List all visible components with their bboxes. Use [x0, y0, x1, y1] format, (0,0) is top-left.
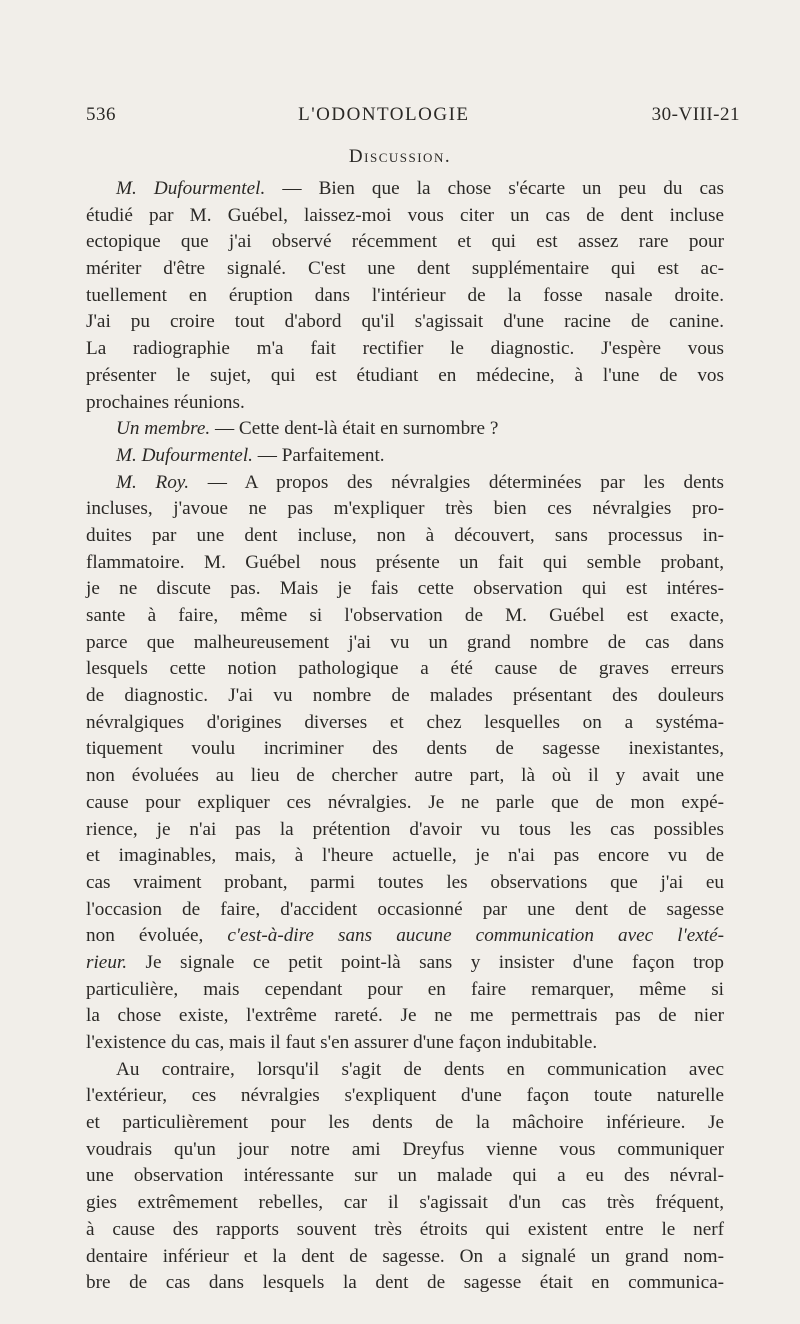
- line-text: lesquels cette notion pathologique a été cause de graves erreurs: [86, 658, 724, 680]
- italic-text: rieur.: [86, 951, 128, 973]
- line-text: étudié par M. Guébel, laissez-moi vous citer un cas de dent incluse: [86, 204, 724, 226]
- text-line: [86, 603, 724, 630]
- line-text: — Bien que la chose s'écarte un peu du cas: [265, 178, 724, 199]
- text-line: [86, 817, 724, 844]
- text-line: [86, 1030, 724, 1057]
- line-text: je ne discute pas. Mais je fais cette observation qui est intéres-: [86, 578, 724, 600]
- line-text: l'occasion de faire, d'accident occasionné par une dent de sagesse: [86, 898, 724, 920]
- line-text: tuellement en éruption dans l'intérieur de la fosse nasale droite.: [86, 284, 724, 306]
- text-line: [86, 1003, 724, 1030]
- speaker-name: M. Dufourmentel.: [116, 444, 253, 466]
- line-text: présenter le sujet, qui est étudiant en médecine, à l'une de vos: [86, 364, 724, 386]
- text-line: [86, 630, 724, 657]
- line-text: incluses, j'avoue ne pas m'expliquer très bien ces névralgies pro-: [86, 498, 724, 520]
- text-line: [86, 336, 724, 363]
- line-text: mériter d'être signalé. C'est une dent supplémentaire qui est ac-: [86, 258, 724, 280]
- line-text: flammatoire. M. Guébel nous présente un fait qui semble probant,: [86, 551, 724, 573]
- text-line: [86, 229, 724, 256]
- text-line: [86, 283, 724, 310]
- text-line: [86, 897, 724, 924]
- text-line: [86, 203, 724, 230]
- text-line: [86, 390, 724, 417]
- line-text: non évoluées au lieu de chercher autre part, là où il y avait une: [86, 765, 724, 787]
- section-title: Discussion.: [348, 146, 452, 167]
- line-text: — A propos des névralgies déterminées par les dents: [189, 471, 724, 493]
- line-text: une observation intéressante sur un malade qui a eu des névral-: [86, 1165, 724, 1187]
- line-text: — Cette dent-là était en surnombre ?: [210, 418, 499, 440]
- line-text: de diagnostic. J'ai vu nombre de malades présentant des douleurs: [86, 685, 724, 707]
- line-text: ectopique que j'ai observé récemment et qui est assez rare pour: [86, 231, 724, 253]
- text-line: [86, 950, 724, 977]
- running-header: [86, 104, 740, 126]
- line-text: J'ai pu croire tout d'abord qu'il s'agissait d'une racine de canine.: [86, 311, 724, 333]
- line-text: la chose existe, l'extrême rareté. Je ne me permettrais pas de nier: [86, 1005, 724, 1027]
- speaker-name: Un membre.: [116, 418, 211, 440]
- text-line: [86, 683, 724, 710]
- text-line: [86, 256, 724, 283]
- text-line: [86, 1137, 724, 1164]
- journal-title: L'ODONTOLOGIE: [298, 104, 470, 125]
- line-text: La radiographie m'a fait rectifier le diagnostic. J'espère vous: [86, 338, 724, 360]
- text-line: [86, 923, 724, 950]
- speaker-name: M. Dufourmentel.: [116, 178, 266, 199]
- text-line: [86, 1217, 724, 1244]
- text-line: [86, 470, 724, 497]
- paragraph: [86, 470, 724, 1057]
- line-text: Au contraire, lorsqu'il s'agit de dents en communication avec: [116, 1058, 724, 1080]
- line-text: cas vraiment probant, parmi toutes les observations que j'ai eu: [86, 871, 724, 893]
- text-line: [86, 550, 724, 577]
- italic-text: c'est-à-dire sans aucune communication avec l'exté-: [227, 925, 724, 947]
- text-line: [86, 736, 724, 763]
- text-line: [86, 523, 724, 550]
- issue-date: 30-VIII-21: [651, 104, 740, 125]
- line-text: Je signale ce petit point-là sans y insister d'une façon trop: [127, 951, 724, 973]
- text-line: [86, 363, 724, 390]
- line-text: non évoluée,: [86, 925, 228, 947]
- line-text: prochaines réunions.: [86, 391, 245, 413]
- text-line: [86, 416, 724, 443]
- line-text: et particulièrement pour les dents de la mâchoire inférieure. Je: [86, 1112, 724, 1134]
- line-text: dentaire inférieur et la dent de sagesse. On a signalé un grand nom-: [86, 1245, 724, 1267]
- text-line: [86, 656, 724, 683]
- paragraph: [86, 416, 724, 443]
- text-line: [86, 870, 724, 897]
- text-line: [86, 176, 724, 203]
- line-text: névralgiques d'origines diverses et chez lesquelles on a systéma-: [86, 711, 724, 733]
- line-text: duites par une dent incluse, non à découvert, sans processus in-: [86, 524, 724, 546]
- line-text: l'extérieur, ces névralgies s'expliquent d'une façon toute naturelle: [86, 1085, 724, 1107]
- text-line: [86, 496, 724, 523]
- speaker-name: M. Roy.: [116, 471, 190, 493]
- text-line: [86, 443, 724, 470]
- text-line: [86, 576, 724, 603]
- paragraph: [86, 176, 724, 416]
- line-text: rience, je n'ai pas la prétention d'avoir vu tous les cas possibles: [86, 818, 724, 840]
- text-line: [86, 309, 724, 336]
- text-line: [86, 1270, 724, 1297]
- line-text: — Parfaitement.: [252, 444, 385, 466]
- text-line: [86, 710, 724, 737]
- paragraph: [86, 1057, 724, 1297]
- line-text: particulière, mais cependant pour en faire remarquer, même si: [86, 978, 724, 1000]
- text-line: [86, 1110, 724, 1137]
- text-line: [86, 1057, 724, 1084]
- line-text: voudrais qu'un jour notre ami Dreyfus vienne vous communiquer: [86, 1138, 724, 1160]
- page-number: 536: [86, 104, 116, 125]
- line-text: l'existence du cas, mais il faut s'en assurer d'une façon indubitable.: [86, 1032, 598, 1053]
- line-text: tiquement voulu incriminer des dents de sagesse inexistantes,: [86, 738, 724, 760]
- text-line: [86, 763, 724, 790]
- text-line: [86, 790, 724, 817]
- text-line: [86, 1190, 724, 1217]
- text-line: [86, 1244, 724, 1271]
- line-text: et imaginables, mais, à l'heure actuelle, je n'ai pas encore vu de: [86, 845, 724, 867]
- line-text: à cause des rapports souvent très étroits qui existent entre le nerf: [86, 1218, 724, 1240]
- line-text: cause pour expliquer ces névralgies. Je ne parle que de mon expé-: [86, 791, 724, 813]
- line-text: parce que malheureusement j'ai vu un grand nombre de cas dans: [86, 631, 724, 653]
- line-text: sante à faire, même si l'observation de M. Guébel est exacte,: [86, 605, 724, 626]
- text-line: [86, 843, 724, 870]
- body-text: [86, 176, 724, 1297]
- line-text: gies extrêmement rebelles, car il s'agissait d'un cas très fréquent,: [86, 1192, 724, 1214]
- text-line: [86, 977, 724, 1004]
- text-line: [86, 1163, 724, 1190]
- line-text: bre de cas dans lesquels la dent de sagesse était en communica-: [86, 1272, 724, 1294]
- text-line: [86, 1083, 724, 1110]
- paragraph: [86, 443, 724, 470]
